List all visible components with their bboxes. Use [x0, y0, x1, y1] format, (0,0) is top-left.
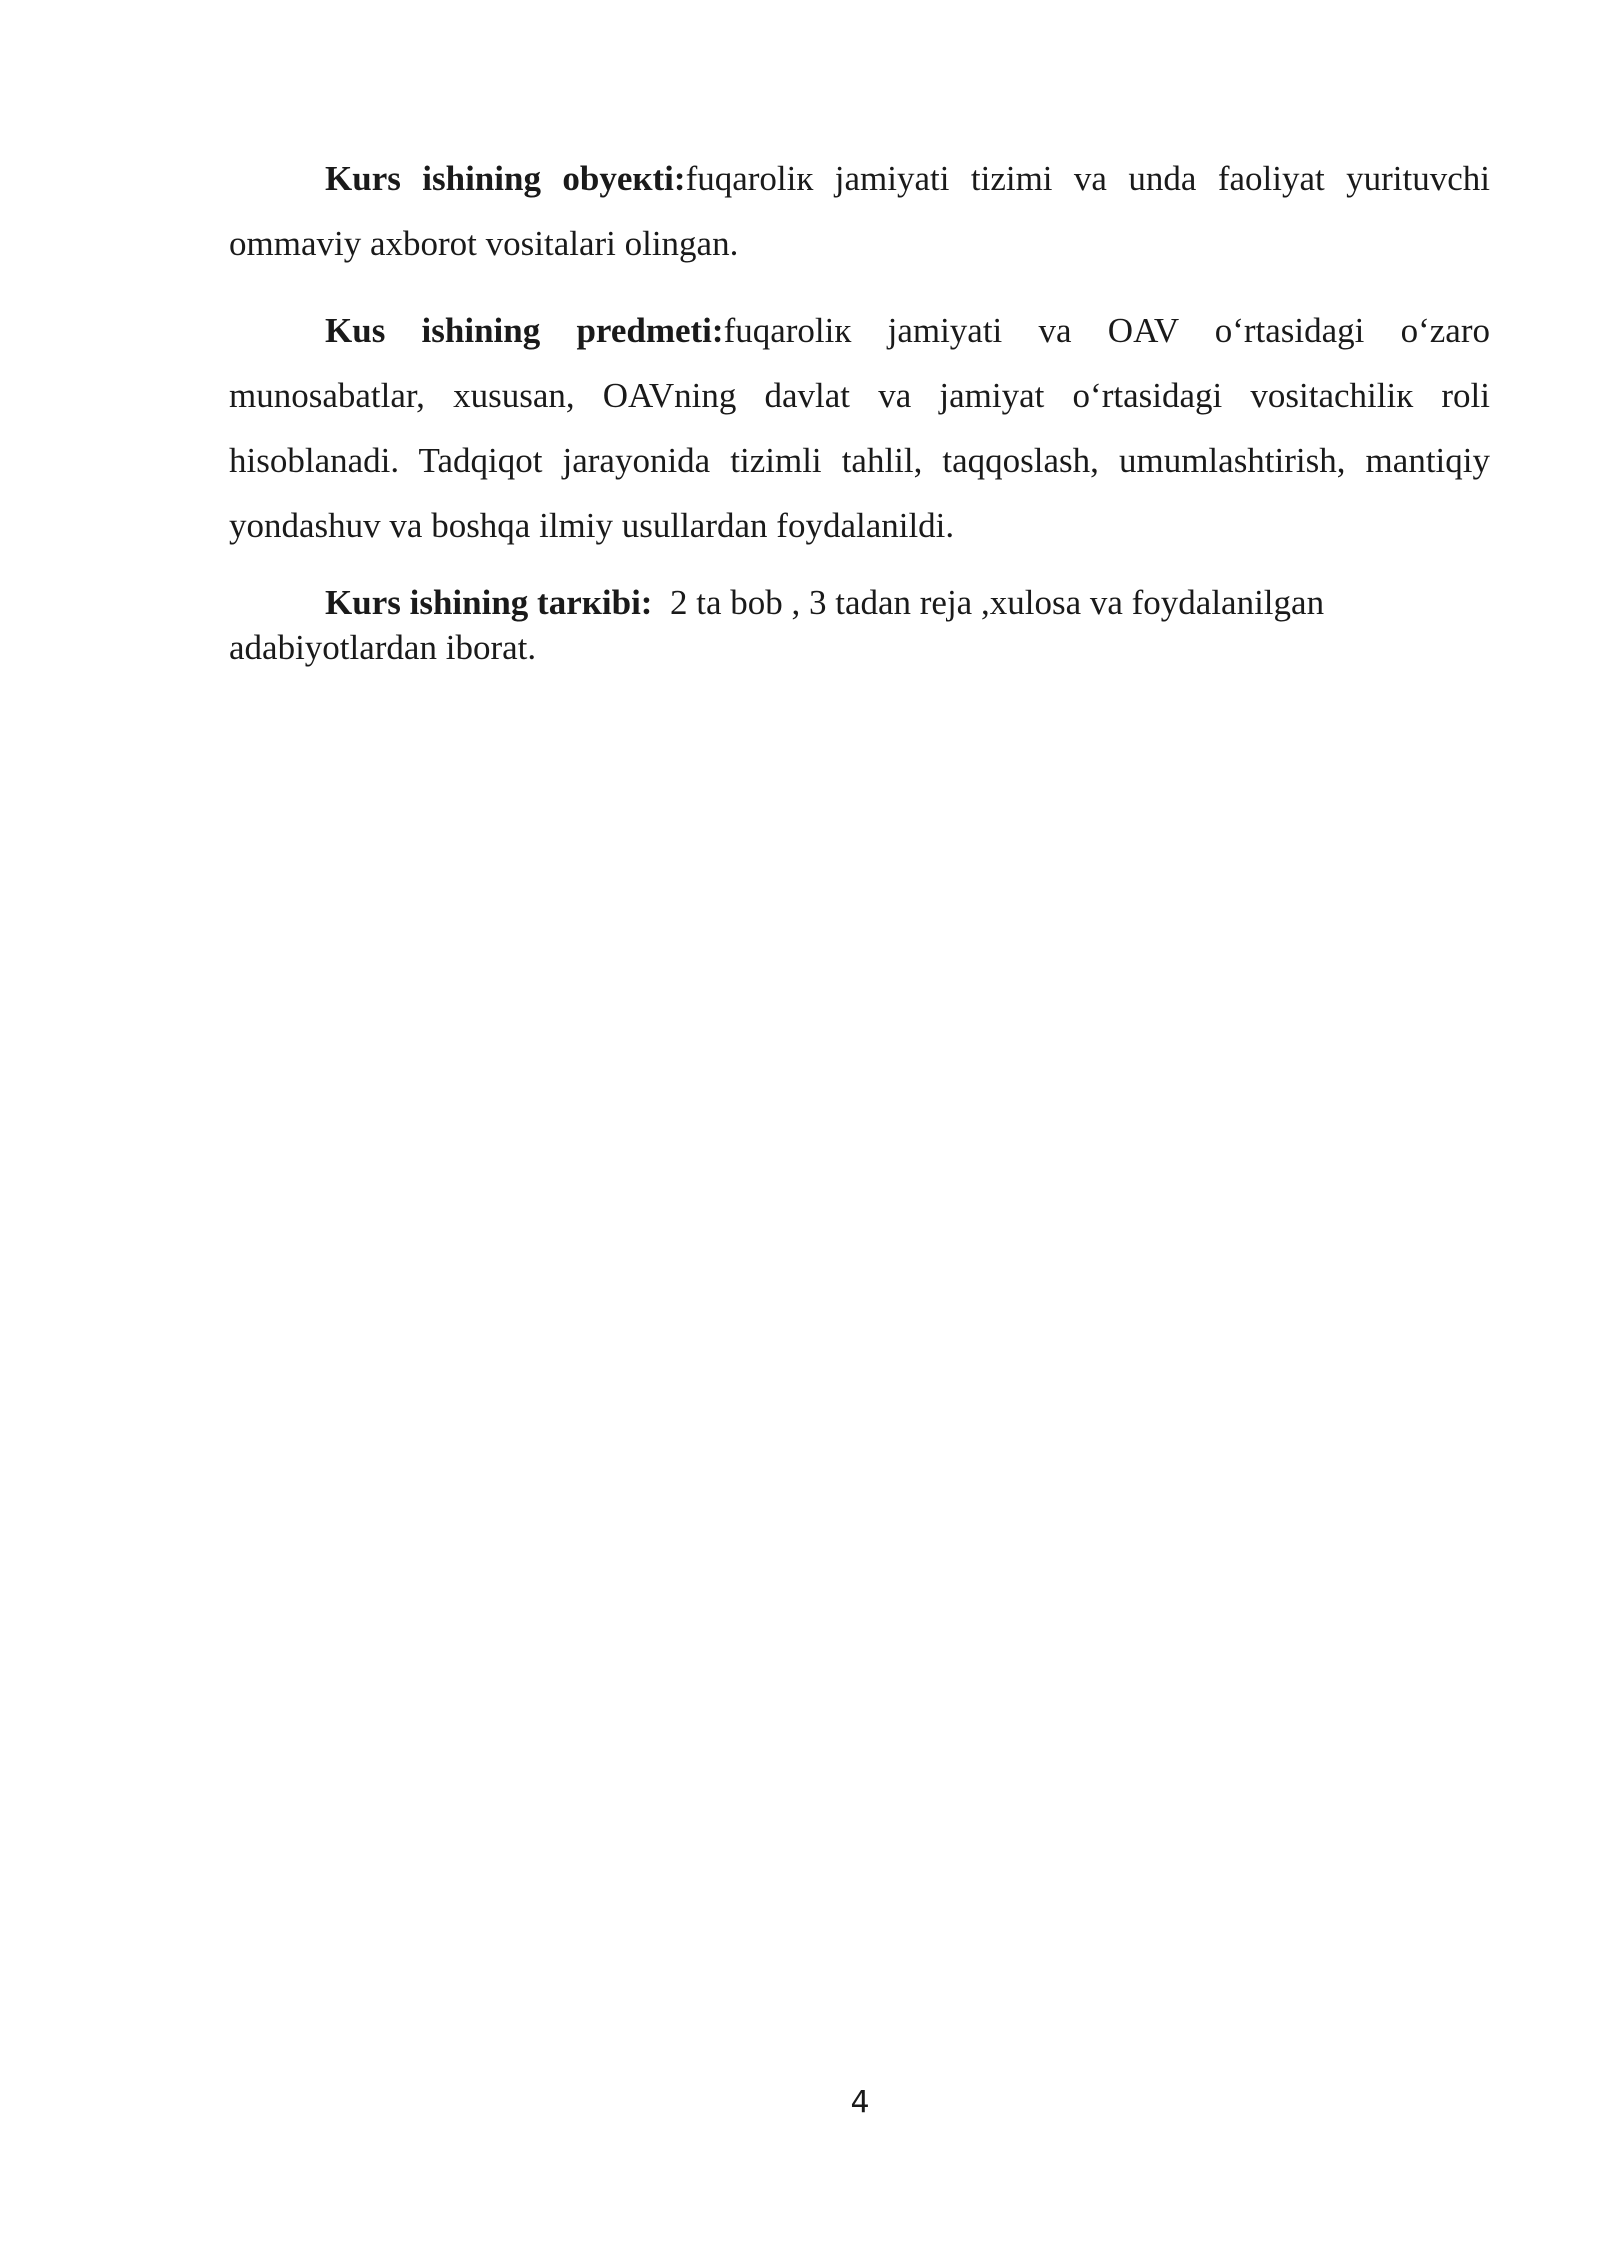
paragraph-structure	[229, 580, 1490, 670]
paragraph-object	[229, 146, 1490, 276]
paragraph-structure-heading: Kurs ishining tarкibi:	[325, 583, 653, 622]
page-number: 4	[850, 2085, 870, 2120]
paragraph-structure-text: 2 ta bob , 3 tadan reja ,xulosa va foydalanilgan adabiyotlardan iborat.	[229, 583, 1333, 667]
paragraph-subject-heading: Kus ishining predmeti:	[325, 311, 724, 350]
paragraph-object-heading: Kurs ishining obyeкti:	[325, 159, 686, 198]
paragraph-object-text: fuqaroliк jamiyati tizimi va unda faoliyat yurituvchi ommaviy axborot vositalari olingan.	[229, 159, 1490, 263]
page-content	[229, 146, 1490, 692]
paragraph-subject-text: fuqaroliк jamiyati va OAV o‘rtasidagi o‘zaro munosabatlar, xususan, OAVning davlat va jamiyat o‘rtasidagi vositachiliк roli hisoblanadi. Tadqiqot jarayonida tizimli tahlil, taqqoslash, umumlashtirish, mantiqiy yondashuv va boshqa ilmiy usullardan foydalanildi.	[229, 311, 1490, 545]
paragraph-subject	[229, 298, 1490, 558]
